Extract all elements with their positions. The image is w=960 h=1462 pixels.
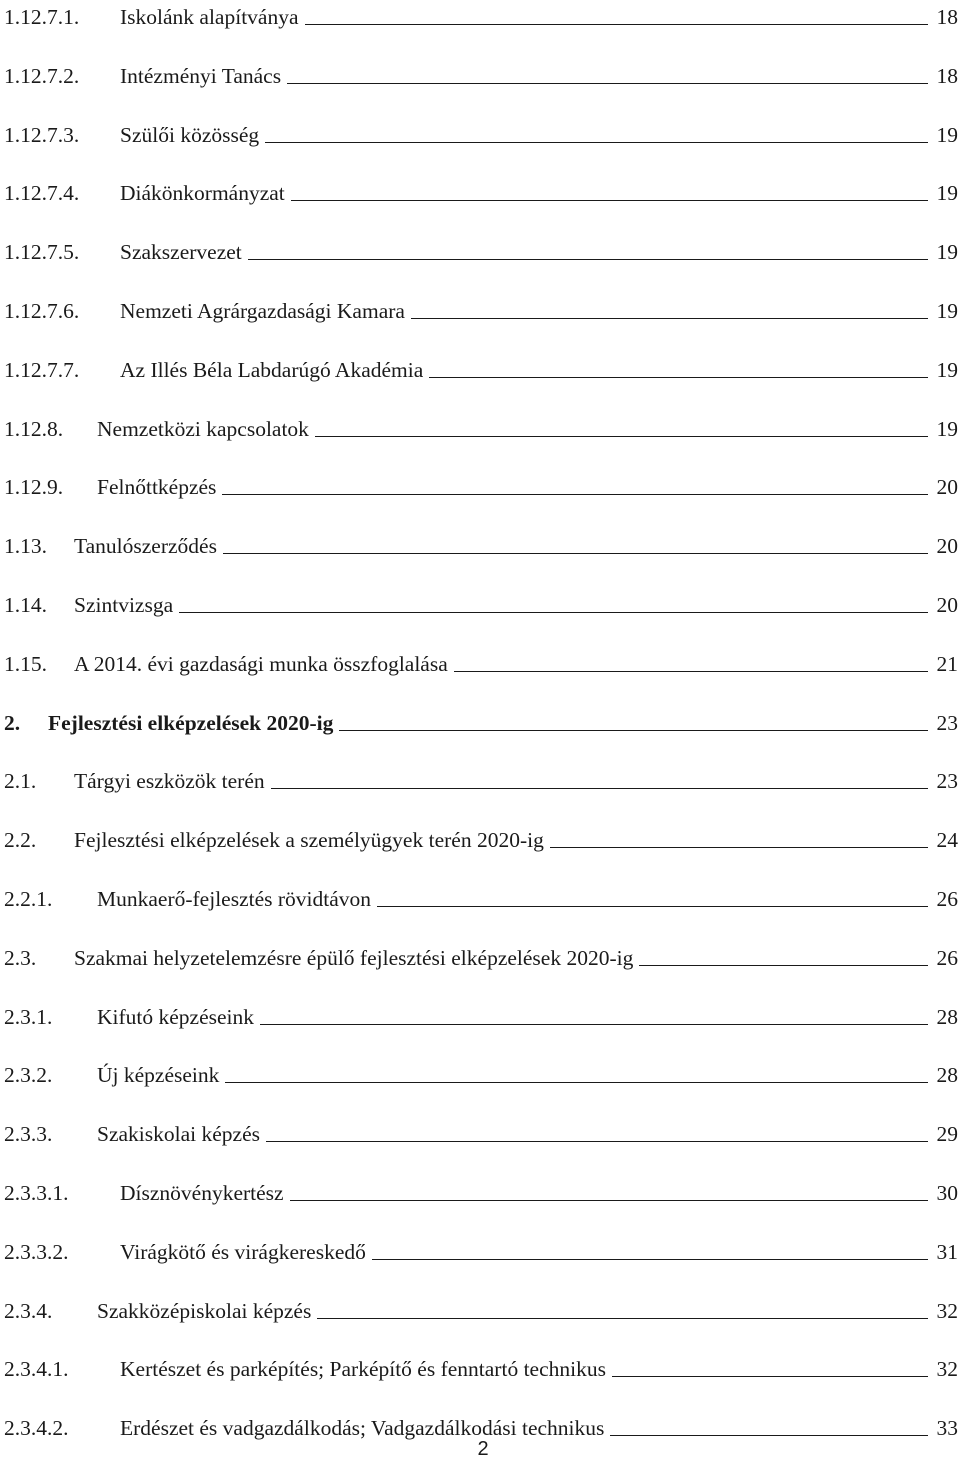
toc-entry-title: Szakközépiskolai képzés: [97, 1298, 312, 1323]
toc-entry-number: 2.3.2.: [4, 1063, 53, 1088]
toc-entry-page-number: 18: [936, 5, 958, 29]
toc-entry-page-number: 33: [936, 1416, 958, 1441]
toc-entry-leader-line: [372, 1259, 928, 1260]
toc-entry-number: 2.3.3.1.: [4, 1181, 69, 1205]
toc-entry-leader-line: [291, 200, 928, 201]
toc-entry-title: Szakiskolai képzés: [97, 1122, 260, 1147]
toc-entry-number: 2.3.4.2.: [4, 1416, 69, 1441]
toc-entry-number: 2.3.4.: [4, 1298, 53, 1323]
toc-entry-leader-line: [612, 1376, 928, 1377]
toc-entry-page-number: 23: [936, 710, 958, 735]
toc-entry-page-number: 28: [936, 1004, 958, 1029]
toc-entry-page-number: 20: [936, 593, 958, 617]
toc-entry-title: Fejlesztési elképzelések 2020-ig: [48, 710, 334, 735]
toc-entry-number: 2.3.3.2.: [4, 1239, 69, 1264]
toc-entry-title: A 2014. évi gazdasági munka összfoglalása: [74, 651, 448, 676]
toc-entry-leader-line: [429, 377, 928, 378]
toc-entry-title: Iskolánk alapítványa: [120, 5, 299, 29]
toc-entry-leader-line: [339, 730, 928, 731]
toc-entry-number: 1.12.7.6.: [4, 299, 80, 323]
toc-entry-page-number: 29: [936, 1122, 958, 1147]
toc-entry-leader-line: [305, 24, 928, 25]
toc-entry-leader-line: [223, 553, 928, 554]
toc-entry-title: Kifutó képzéseink: [97, 1004, 255, 1029]
toc-entry-page-number: 26: [936, 945, 958, 970]
toc-entry[interactable]: [4, 1176, 960, 1210]
toc-entry[interactable]: [4, 941, 960, 975]
toc-entry[interactable]: [4, 1000, 960, 1034]
toc-entry-number: 2.2.1.: [4, 887, 53, 911]
toc-entry-leader-line: [315, 436, 928, 437]
toc-entry-leader-line: [222, 494, 928, 495]
toc-entry-title: Az Illés Béla Labdarúgó Akadémia: [120, 357, 424, 382]
toc-entry-page-number: 30: [936, 1181, 958, 1205]
toc-entry-number: 2.2.: [4, 828, 37, 853]
toc-entry-page-number: 31: [936, 1239, 958, 1264]
toc-entry-number: 1.12.9.: [4, 475, 64, 500]
toc-entry-leader-line: [317, 1318, 928, 1319]
toc-entry-title: Szakmai helyzetelemzésre épülő fejlesztési elképzelések 2020-ig: [74, 945, 634, 970]
toc-entry-title: Kertészet és parképítés; Parképítő és fenntartó technikus: [120, 1357, 606, 1382]
toc-entry[interactable]: [4, 294, 960, 328]
toc-entry-page-number: 19: [936, 122, 958, 147]
toc-entry-page-number: 20: [936, 475, 958, 500]
toc-entry-number: 1.12.7.5.: [4, 240, 80, 265]
toc-entry-title: Erdészet és vadgazdálkodás; Vadgazdálkodási technikus: [120, 1416, 605, 1441]
toc-entry-title: Munkaerő-fejlesztés rövidtávon: [97, 887, 372, 911]
toc-entry-page-number: 21: [936, 651, 958, 676]
toc-entry-title: Virágkötő és virágkereskedő: [120, 1239, 366, 1264]
toc-entry[interactable]: [4, 1117, 960, 1151]
toc-entry-title: Tárgyi eszközök terén: [74, 769, 265, 794]
toc-entry-leader-line: [260, 1024, 928, 1025]
toc-entry-number: 1.12.7.1.: [4, 5, 80, 29]
toc-entry-title: Diákönkormányzat: [120, 181, 285, 206]
toc-entry[interactable]: [4, 1058, 960, 1092]
toc-entry[interactable]: [4, 59, 960, 93]
toc-entry-leader-line: [639, 965, 928, 966]
toc-entry[interactable]: [4, 1352, 960, 1386]
toc-entry-page-number: 28: [936, 1063, 958, 1088]
toc-entry-number: 2.3.: [4, 945, 37, 970]
toc-entry-leader-line: [265, 142, 928, 143]
toc-entry[interactable]: [4, 1294, 960, 1328]
toc-entry-title: Intézményi Tanács: [120, 63, 282, 88]
toc-entry-title: Szakszervezet: [120, 240, 242, 265]
toc-entry-number: 2.3.4.1.: [4, 1357, 69, 1382]
toc-entry[interactable]: [4, 823, 960, 857]
toc-entry[interactable]: [4, 118, 960, 152]
toc-entry-title: Szülői közösség: [120, 122, 260, 147]
toc-entry-title: Szintvizsga: [74, 593, 174, 617]
toc-entry-page-number: 23: [936, 769, 958, 794]
toc-entry[interactable]: [4, 882, 960, 916]
toc-entry[interactable]: [4, 470, 960, 504]
toc-entry[interactable]: [4, 764, 960, 798]
toc-entry-page-number: 19: [936, 357, 958, 382]
toc-entry-number: 1.14.: [4, 593, 47, 617]
toc-entry[interactable]: [4, 529, 960, 563]
toc-entry-number: 1.12.7.3.: [4, 122, 80, 147]
toc-entry-page-number: 19: [936, 181, 958, 206]
toc-entry-leader-line: [248, 259, 928, 260]
toc-entry-number: 1.12.7.4.: [4, 181, 80, 206]
toc-entry-title: Dísznövénykertész: [120, 1181, 284, 1205]
toc-entry-leader-line: [411, 318, 928, 319]
toc-entry-page-number: 32: [936, 1298, 958, 1323]
page-number: 2: [477, 1438, 489, 1460]
toc-entry-title: Fejlesztési elképzelések a személyügyek terén 2020-ig: [74, 828, 544, 853]
toc-entry-number: 1.12.8.: [4, 416, 64, 441]
toc-entry-page-number: 24: [936, 828, 958, 853]
toc-entry[interactable]: [4, 706, 960, 740]
toc-entry-page-number: 26: [936, 887, 958, 911]
toc-entry-leader-line: [550, 847, 928, 848]
toc-entry-number: 1.12.7.2.: [4, 63, 80, 88]
toc-entry[interactable]: [4, 412, 960, 446]
toc-entry-title: Nemzetközi kapcsolatok: [97, 416, 309, 441]
toc-entry-page-number: 19: [936, 416, 958, 441]
toc-entry-page-number: 20: [936, 534, 958, 559]
toc-entry[interactable]: [4, 235, 960, 269]
toc-entry-leader-line: [271, 788, 928, 789]
toc-entry[interactable]: [4, 588, 960, 622]
toc-entry[interactable]: [4, 353, 960, 387]
toc-entry[interactable]: [4, 1235, 960, 1269]
toc-entry-number: 1.13.: [4, 534, 47, 559]
toc-entry-number: 2.3.3.: [4, 1122, 53, 1147]
toc-entry-leader-line: [225, 1082, 928, 1083]
toc-entry-leader-line: [179, 612, 928, 613]
toc-entry-leader-line: [266, 1141, 928, 1142]
toc-entry[interactable]: [4, 176, 960, 210]
toc-entry[interactable]: [4, 0, 960, 34]
toc-entry-leader-line: [287, 83, 928, 84]
toc-entry-title: Új képzéseink: [97, 1063, 220, 1088]
toc-entry-number: 2.: [4, 710, 21, 735]
toc-entry-number: 1.15.: [4, 651, 47, 676]
toc-entry-leader-line: [454, 671, 928, 672]
toc-entry-title: Felnőttképzés: [97, 475, 217, 500]
toc-entry-page-number: 18: [936, 63, 958, 88]
toc-entry-leader-line: [377, 906, 928, 907]
toc-entry-page-number: 19: [936, 299, 958, 323]
toc-entry-page-number: 32: [936, 1357, 958, 1382]
toc-entry-leader-line: [290, 1200, 928, 1201]
toc-entry-number: 2.3.1.: [4, 1004, 53, 1029]
toc-entry-number: 2.1.: [4, 769, 37, 794]
toc-entry[interactable]: [4, 647, 960, 681]
toc-entry-title: Nemzeti Agrárgazdasági Kamara: [120, 299, 405, 323]
toc-entry-number: 1.12.7.7.: [4, 357, 80, 382]
toc-entry-page-number: 19: [936, 240, 958, 265]
toc-entry-title: Tanulószerződés: [74, 534, 217, 559]
